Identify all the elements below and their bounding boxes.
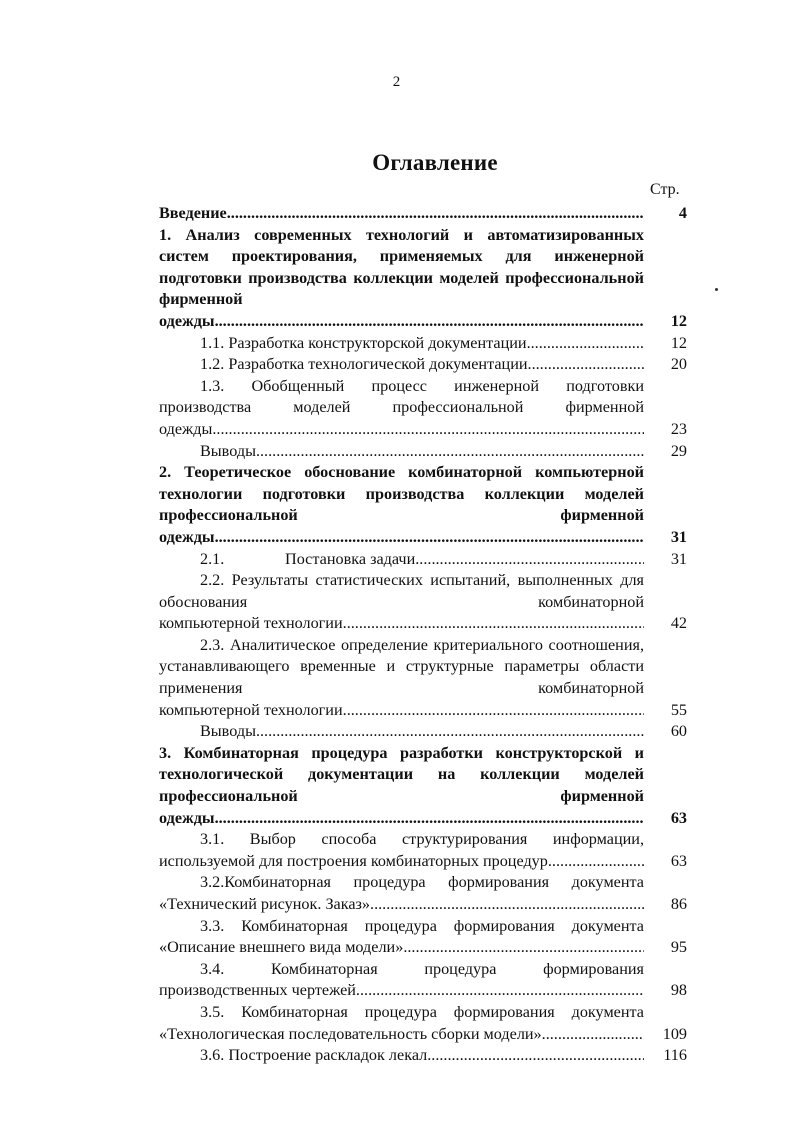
toc-entry-label: «Описание внешнего вида модели» xyxy=(159,938,404,957)
toc-entry-text: 3.4. Комбинаторная процедура формирования xyxy=(200,959,644,978)
toc-entry-text: 3. Комбинаторная процедура разработки конструкторской и технологической документации на коллекции моделей профессиональной фирменной xyxy=(159,743,644,806)
toc-entry xyxy=(159,225,687,333)
toc-entry-text: 2.3. Аналитическое определение критериального соотношения, устанавливающего временные и структурные параметры области применения комбинаторной xyxy=(159,635,644,698)
toc-entry-label: 1.2. Разработка технологической документации xyxy=(200,355,528,374)
toc-entry-last-line xyxy=(159,1024,644,1046)
toc-page-number: 86 xyxy=(670,895,687,913)
toc-entry xyxy=(159,829,687,872)
toc-entry-last-line xyxy=(159,354,644,376)
toc-entry-last-line xyxy=(159,441,644,463)
toc-entry-text: 3.1. Выбор способа структурирования информации, xyxy=(200,830,644,849)
toc-page-number: 55 xyxy=(670,700,687,719)
toc-page-number: 95 xyxy=(670,938,687,957)
dot-leader xyxy=(527,333,644,355)
dot-leader xyxy=(227,203,644,225)
toc-entry-last-line xyxy=(159,851,644,873)
toc-page-number: 23 xyxy=(670,419,687,438)
dot-leader xyxy=(212,419,644,441)
dot-leader xyxy=(343,613,644,635)
toc-entry xyxy=(159,872,687,915)
dot-leader xyxy=(542,1024,644,1046)
toc-entry xyxy=(159,441,687,463)
toc-entry-last-line xyxy=(159,527,644,549)
toc-entry xyxy=(159,959,687,1002)
toc-entry-last-line xyxy=(159,894,644,916)
toc-entry-label: Выводы xyxy=(200,722,256,741)
toc-page-number: 109 xyxy=(662,1024,687,1043)
dot-leader xyxy=(403,937,644,959)
toc-entry-last-line xyxy=(159,333,644,355)
toc-entry-label: одежды xyxy=(159,808,215,827)
toc-page-number: 4 xyxy=(678,204,687,222)
toc-entry xyxy=(159,376,687,441)
toc-entry-last-line xyxy=(159,937,644,959)
toc-entry-last-line xyxy=(159,419,644,441)
toc-page-number: 29 xyxy=(670,441,687,460)
toc-entry-label: используемой для построения комбинаторных процедур xyxy=(159,851,548,870)
toc-page-number: 60 xyxy=(670,722,687,741)
toc-page-number: 116 xyxy=(663,1046,687,1065)
dot-leader xyxy=(370,894,644,916)
toc-entry xyxy=(159,570,687,635)
toc-page-number: 42 xyxy=(670,614,687,633)
toc-entry-label: Введение xyxy=(159,204,227,222)
toc-entry xyxy=(159,549,687,571)
toc-entry xyxy=(159,462,687,548)
toc-entry xyxy=(159,203,687,225)
table-of-contents xyxy=(159,203,687,1067)
toc-entry-number: 2.1. xyxy=(200,549,225,568)
toc-entry-text: 1. Анализ современных технологий и автоматизированных систем проектирования, применяемых для инженерной подготовки производства коллекции моделей профессиональной фирменной xyxy=(159,225,644,309)
toc-entry xyxy=(159,354,687,376)
toc-page-number: 98 xyxy=(670,981,687,1000)
toc-entry xyxy=(159,721,687,743)
toc-page-number: 20 xyxy=(670,355,687,374)
dot-leader xyxy=(356,980,644,1002)
toc-entry-text: 1.3. Обобщенный процесс инженерной подготовки производства моделей профессиональной фирменной xyxy=(159,376,644,417)
toc-entry-text: 2.2. Результаты статистических испытаний, выполненных для обоснования комбинаторной xyxy=(159,571,644,611)
dot-leader xyxy=(215,808,644,830)
dot-leader xyxy=(215,311,644,333)
dot-leader xyxy=(415,549,644,571)
dot-leader xyxy=(256,441,644,463)
toc-entry-last-line xyxy=(159,1045,644,1067)
toc-entry-text: 2. Теоретическое обоснование комбинаторной компьютерной технологии подготовки производства коллекции моделей профессиональной фирменной xyxy=(159,463,644,525)
toc-entry-text: 3.2.Комбинаторная процедура формирования документа xyxy=(200,873,644,892)
toc-entry-label: компьютерной технологии xyxy=(159,700,343,719)
toc-entry-text: 3.5. Комбинаторная процедура формирования документа xyxy=(200,1002,644,1021)
toc-page-number: 63 xyxy=(670,808,687,827)
dot-leader xyxy=(548,851,644,873)
toc-entry-last-line xyxy=(159,203,644,225)
toc-entry-last-line xyxy=(159,700,644,722)
toc-entry-label: 1.1. Разработка конструкторской документации xyxy=(200,333,527,352)
dot-leader xyxy=(427,1045,644,1067)
toc-entry-label: компьютерной технологии xyxy=(159,614,343,633)
toc-entry-label: 3.6. Построение раскладок лекал xyxy=(200,1046,428,1065)
toc-entry-label: одежды xyxy=(159,527,215,546)
toc-entry-last-line xyxy=(159,311,644,333)
toc-entry xyxy=(159,743,687,829)
toc-entry xyxy=(159,916,687,959)
toc-entry-label: «Технический рисунок. Заказ» xyxy=(159,895,371,913)
dot-leader xyxy=(256,721,644,743)
page-column-header: Стр. xyxy=(650,181,680,198)
toc-entry-label: одежды xyxy=(159,311,215,330)
page-title: Оглавление xyxy=(372,150,498,175)
toc-entry xyxy=(159,333,687,355)
toc-entry-last-line xyxy=(159,721,644,743)
toc-page-number: 12 xyxy=(670,311,687,330)
toc-entry xyxy=(159,635,687,721)
toc-entry xyxy=(159,1002,687,1045)
dot-leader xyxy=(215,527,644,549)
toc-entry-label: производственных чертежей xyxy=(159,981,356,1000)
toc-entry-label: Выводы xyxy=(200,441,256,460)
toc-entry-text: 3.3. Комбинаторная процедура формирования документа xyxy=(200,916,644,935)
toc-entry-last-line xyxy=(159,613,644,635)
toc-page-number: 63 xyxy=(670,851,687,870)
dot-leader xyxy=(343,700,644,722)
toc-entry-label: «Технологическая последовательность сборки модели» xyxy=(159,1024,542,1043)
toc-entry-label: Постановка задачи xyxy=(285,549,416,568)
toc-entry-last-line xyxy=(159,808,644,830)
toc-page-number: 12 xyxy=(670,333,687,352)
toc-entry xyxy=(159,1045,687,1067)
toc-entry-last-line xyxy=(159,549,644,571)
dot-leader xyxy=(528,354,644,376)
toc-page-number: 31 xyxy=(670,549,687,568)
scan-speck xyxy=(715,288,718,291)
toc-entry-last-line xyxy=(159,980,644,1002)
toc-page-number: 31 xyxy=(670,527,687,546)
toc-entry-label: одежды xyxy=(159,419,213,438)
page-number: 2 xyxy=(392,74,401,90)
